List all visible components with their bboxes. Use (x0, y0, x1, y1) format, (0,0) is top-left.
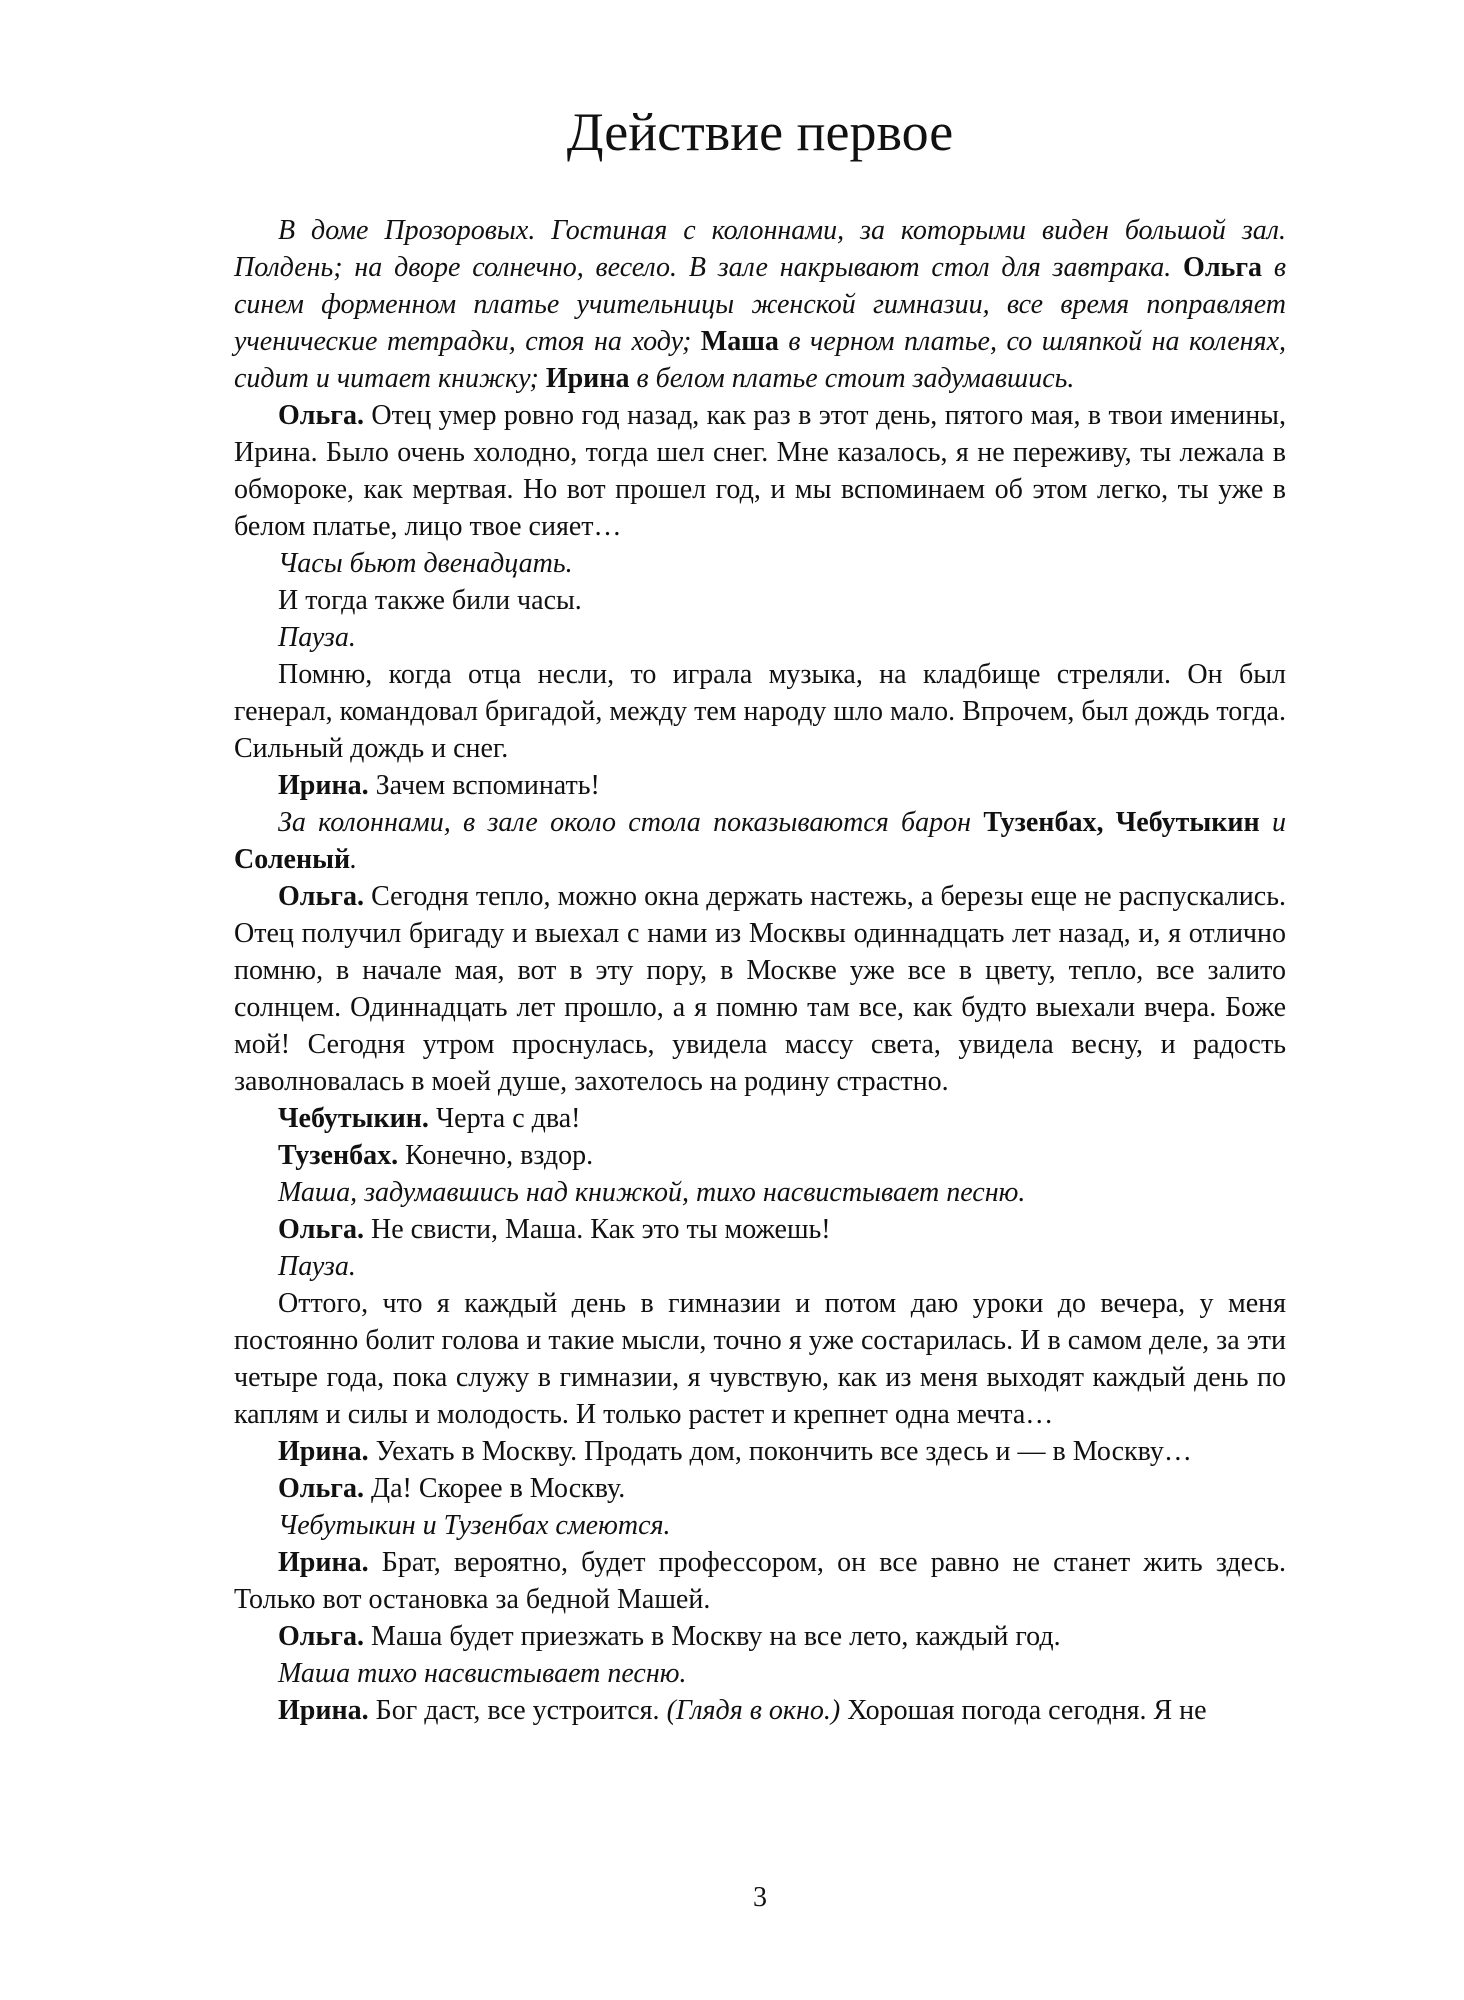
speech-continuation: И тогда также били часы. (278, 585, 582, 616)
stage-text: Чебутыкин и Тузенбах смеются. (278, 1510, 671, 1541)
stage-text: Пауза. (278, 622, 356, 653)
stage-direction (234, 545, 1286, 582)
speech-continuation: Помню, когда отца несли, то играла музыка, на кладбище стреляли. Он был генерал, командовал бригадой, между тем народу шло мало. Впрочем, был дождь тогда. Сильный дождь и снег. (234, 659, 1286, 764)
dialogue-line (234, 397, 1286, 545)
document-page (234, 0, 1286, 2000)
stage-direction (234, 1248, 1286, 1285)
stage-text: . (350, 844, 358, 875)
stage-direction (234, 1655, 1286, 1692)
speaker-name: Ольга. (278, 1473, 365, 1504)
speaker-name: Чебутыкин. (278, 1103, 429, 1134)
stage-text: Пауза. (278, 1251, 356, 1282)
dialogue-line (234, 1618, 1286, 1655)
speaker-name: Ольга. (278, 1214, 365, 1245)
stage-text: Маша тихо насвистывает песню. (278, 1658, 687, 1689)
speech-continuation: Оттого, что я каждый день в гимназии и потом даю уроки до вечера, у меня постоянно болит голова и такие мысли, точно я уже состарилась. И в самом деле, за эти четыре года, пока служу в гимназии, я чувствую, как из меня выходят каждый день по каплям и силы и молодость. И только растет и крепнет одна мечта… (234, 1288, 1286, 1430)
speaker-name: Ольга. (278, 881, 365, 912)
speaker-name: Ирина. (278, 770, 369, 801)
stage-direction (234, 212, 1286, 397)
stage-text: Маша, задумавшись над книжкой, тихо насвистывает песню. (278, 1177, 1026, 1208)
stage-text: За колоннами, в зале около стола показываются барон (278, 807, 984, 838)
stage-text: В доме Прозоровых. Гостиная с колоннами, за которыми виден большой зал. Полдень; на дворе солнечно, весело. В зале накрывают стол для завтрака. (234, 215, 1286, 283)
stage-text: Часы бьют двенадцать. (278, 548, 573, 579)
stage-text: в белом платье стоит задумавшись. (629, 363, 1075, 394)
character-name: Соленый (234, 844, 351, 875)
stage-direction (234, 1507, 1286, 1544)
speaker-name: Ольга. (278, 400, 365, 431)
stage-direction (234, 1174, 1286, 1211)
dialogue-line (234, 1137, 1286, 1174)
speaker-name: Ирина. (278, 1695, 369, 1726)
stage-direction (234, 804, 1286, 878)
page-number: 3 (753, 1882, 767, 1913)
dialogue-line (234, 1692, 1286, 1729)
play-text (234, 212, 1286, 1729)
dialogue-line (234, 1470, 1286, 1507)
speech-text: Да! Скорее в Москву. (364, 1473, 626, 1504)
speech-text: Маша будет приезжать в Москву на все лето, каждый год. (364, 1621, 1061, 1652)
stage-text: в синем форменном платье учительницы женской гимназии, все время поправляет ученические тетрадки, стоя на ходу; (234, 252, 1287, 357)
speaker-name: Ольга. (278, 1621, 365, 1652)
speaker-name: Тузенбах. (278, 1140, 399, 1171)
speech-text: Сегодня тепло, можно окна держать настежь, а березы еще не распускались. Отец получил бригаду и выехал с нами из Москвы одиннадцать лет назад, и, я отлично помню, в начале мая, вот в эту пору, в Москве уже все в цвету, тепло, все залито солнцем. Одиннадцать лет прошло, а я помню там все, как будто выехали вчера. Боже мой! Сегодня утром проснулась, увидела массу света, увидела весну, и радость заволновалась в моей душе, захотелось на родину страстно. (234, 881, 1286, 1097)
stage-text: в черном платье, со шляпкой на коленях, сидит и читает книжку; (234, 326, 1287, 394)
speech-text: Хорошая погода сегодня. Я не (840, 1695, 1207, 1726)
character-name: Ирина (545, 363, 630, 394)
dialogue-line (234, 1211, 1286, 1248)
dialogue-line (234, 767, 1286, 804)
speech-text: Уехать в Москву. Продать дом, покончить все здесь и — в Москву… (368, 1436, 1192, 1467)
speech-text: Черта с два! (428, 1103, 581, 1134)
inline-stage-direction: (Глядя в окно.) (666, 1695, 841, 1726)
speaker-name: Ирина. (278, 1547, 369, 1578)
speech-text: Отец умер ровно год назад, как раз в этот день, пятого мая, в твои именины, Ирина. Было очень холодно, тогда шел снег. Мне казалось, я не переживу, ты лежала в обмороке, как мертвая. Но вот прошел год, и мы вспоминаем об этом легко, ты уже в белом платье, лицо твое сияет… (234, 400, 1286, 542)
character-name: Ольга (1183, 252, 1263, 283)
speech-text: Не свисти, Маша. Как это ты можешь! (364, 1214, 831, 1245)
speech-text: Зачем вспоминать! (368, 770, 600, 801)
stage-direction (234, 619, 1286, 656)
character-name: Маша (700, 326, 779, 357)
character-name: Тузенбах, Чебутыкин (983, 807, 1260, 838)
speech-text: Бог даст, все устроится. (368, 1695, 667, 1726)
speech-text: Брат, вероятно, будет профессором, он все равно не станет жить здесь. Только вот остановка за бедной Машей. (234, 1547, 1286, 1615)
dialogue-line (234, 1100, 1286, 1137)
act-title: Действие первое (566, 102, 954, 162)
stage-text: и (1259, 807, 1287, 838)
speech-text: Конечно, вздор. (398, 1140, 594, 1171)
dialogue-line (234, 1544, 1286, 1618)
dialogue-line (234, 878, 1286, 1100)
speaker-name: Ирина. (278, 1436, 369, 1467)
dialogue-line (234, 1433, 1286, 1470)
